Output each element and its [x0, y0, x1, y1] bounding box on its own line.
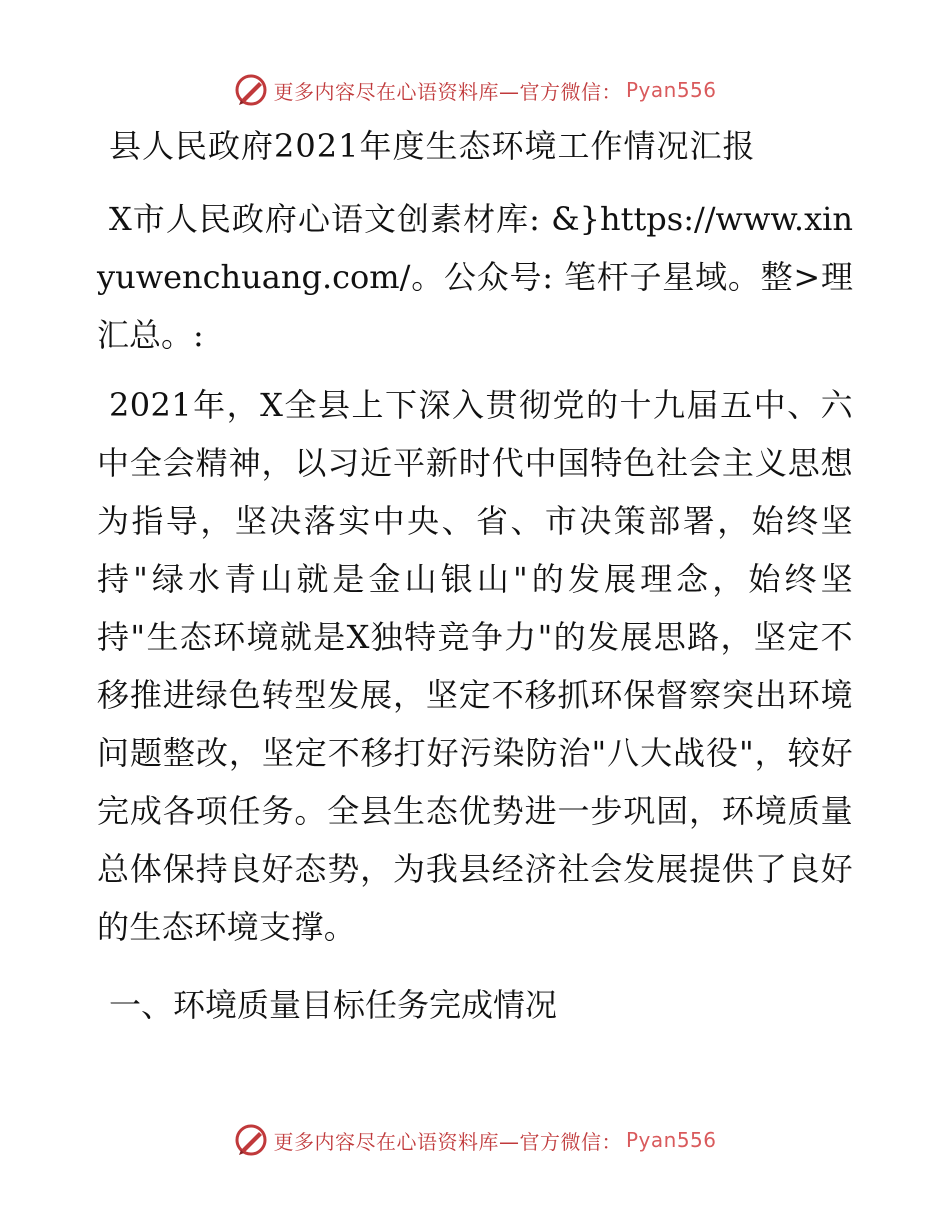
source-note: X市人民政府心语文创素材库: &}https://www.xinyuwenchuang.com/。公众号: 笔杆子星域。整>理汇总。:: [97, 200, 853, 354]
document-title: 县人民政府2021年度生态环境工作情况汇报: [109, 127, 756, 165]
pen-logo-icon: [233, 1122, 269, 1158]
document-body: [97, 122, 853, 1034]
footer-banner-wechat-id: Pyan556: [625, 1128, 717, 1152]
footer-watermark-banner: [0, 1120, 950, 1160]
header-watermark-banner: [0, 70, 950, 110]
section-heading: 一、环境质量目标任务完成情况: [109, 986, 558, 1024]
header-banner-wechat-id: Pyan556: [625, 78, 717, 102]
footer-banner-text: 更多内容尽在心语资料库—官方微信：: [273, 1129, 622, 1154]
header-banner-text: 更多内容尽在心语资料库—官方微信：: [273, 79, 622, 104]
pen-logo-icon: [233, 72, 269, 108]
body-paragraph: 2021年，X全县上下深入贯彻党的十九届五中、六中全会精神，以习近平新时代中国特色社会主义思想为指导，坚决落实中央、省、市决策部署，始终坚持"绿水青山就是金山银山"的发展理念，始终坚持"生态环境就是X独特竞争力"的发展思路，坚定不移推进绿色转型发展，坚定不移抓环保督察突出环境问题整改，坚定不移打好污染防治"八大战役"，较好完成各项任务。全县生态优势进一步巩固，环境质量总体保持良好态势，为我县经济社会发展提供了良好的生态环境支撑。: [97, 386, 853, 946]
